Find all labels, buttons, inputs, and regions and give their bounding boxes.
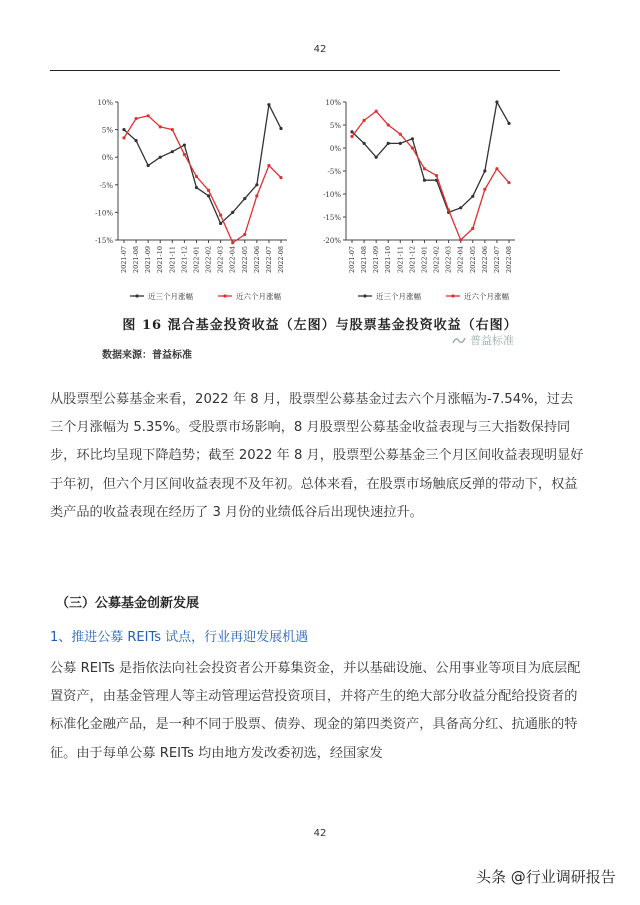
- point-six-month: [122, 136, 125, 139]
- point-three-month: [279, 127, 282, 130]
- point-six-month: [183, 153, 186, 156]
- point-six-month: [471, 227, 474, 230]
- subsection-heading: 1、推进公募 REITs 试点，行业再迎发展机遇: [50, 630, 309, 645]
- point-three-month: [387, 142, 390, 145]
- point-three-month: [471, 195, 474, 198]
- x-tick-label: 2021-08: [132, 246, 141, 274]
- point-three-month: [171, 150, 174, 153]
- point-three-month: [459, 206, 462, 209]
- point-six-month: [171, 128, 174, 131]
- section-heading: （三）公募基金创新发展: [56, 596, 200, 611]
- point-six-month: [147, 114, 150, 117]
- point-three-month: [207, 194, 210, 197]
- point-six-month: [279, 176, 282, 179]
- x-tick-label: 2022-05: [240, 246, 249, 274]
- point-six-month: [507, 181, 510, 184]
- point-six-month: [423, 167, 426, 170]
- mixed-fund-chart: [82, 88, 302, 312]
- y-tick-label: -20%: [323, 237, 341, 245]
- point-six-month: [159, 125, 162, 128]
- point-three-month: [195, 186, 198, 189]
- x-tick-label: 2021-11: [168, 246, 177, 274]
- small-watermark: [452, 332, 514, 348]
- point-six-month: [375, 110, 378, 113]
- point-six-month: [350, 135, 353, 138]
- y-tick-label: -15%: [95, 237, 113, 245]
- brand-logo-icon: [452, 334, 466, 346]
- x-tick-label: 2022-04: [228, 246, 237, 274]
- paragraph-reits: 公募 REITs 是指依法向社会投资者公开募集资金，并以基础设施、公用事业等项目为底层配置资产，由基金管理人等主动管理运营投资项目，并将产生的绝大部分收益分配给投资者的标准化金融产品，是一种不同于股票、债券、现金的第四类资产，具备高分红、抗通胀的特征。由于每单公募 REITs 均由地方发改委初选，经国家发: [50, 661, 581, 761]
- stock-fund-chart-svg: [310, 88, 530, 308]
- y-tick-label: -10%: [95, 209, 113, 218]
- point-three-month: [495, 100, 498, 103]
- x-tick-label: 2022-03: [444, 246, 453, 274]
- point-six-month: [495, 167, 498, 170]
- header-rule: [50, 70, 560, 71]
- point-three-month: [350, 130, 353, 133]
- x-tick-label: 2022-03: [216, 246, 225, 274]
- x-tick-label: 2022-01: [420, 246, 429, 274]
- x-tick-label: 2022-06: [252, 246, 261, 274]
- point-three-month: [122, 128, 125, 131]
- point-three-month: [267, 103, 270, 106]
- point-six-month: [195, 175, 198, 178]
- point-six-month: [387, 123, 390, 126]
- series-line-six-month: [352, 111, 509, 240]
- x-tick-label: 2021-12: [180, 246, 189, 274]
- legend-label: 近三个月涨幅: [148, 292, 193, 301]
- point-six-month: [399, 133, 402, 136]
- figure-caption: 图 16 混合基金投资收益（左图）与股票基金投资收益（右图）: [122, 318, 518, 333]
- x-tick-label: 2022-04: [456, 246, 465, 274]
- legend-label: 近六个月涨幅: [236, 292, 281, 301]
- x-tick-label: 2022-08: [505, 246, 513, 274]
- point-three-month: [231, 211, 234, 214]
- x-tick-label: 2021-10: [156, 246, 165, 274]
- legend-marker: [363, 294, 366, 297]
- legend-label: 近六个月涨幅: [464, 292, 509, 301]
- point-three-month: [147, 164, 150, 167]
- x-tick-label: 2021-09: [144, 246, 153, 274]
- y-tick-label: -10%: [323, 191, 341, 199]
- point-six-month: [362, 119, 365, 122]
- point-six-month: [255, 194, 258, 197]
- x-tick-label: 2021-10: [384, 246, 393, 274]
- point-three-month: [483, 169, 486, 172]
- y-tick-label: -15%: [323, 214, 341, 222]
- legend-marker: [223, 294, 226, 297]
- legend-label: 近三个月涨幅: [376, 292, 421, 301]
- point-three-month: [507, 122, 510, 125]
- y-tick-label: 0%: [101, 154, 113, 163]
- paragraph-stock-funds: 从股票型公募基金来看，2022 年 8 月，股票型公募基金过去六个月涨幅为-7.54%，过去三个月涨幅为 5.35%。受股票市场影响，8 月股票型公募基金收益表现与三大指数保持同步，环比均呈现下降趋势；截至 2022 年 8 月，股票型公募基金三个月区间收益表现明显好于年初，但六个月区间收益表现不及年初。总体来看，在股票市场触底反弹的带动下，权益类产品的收益表现在经历了 3 月份的业绩低谷后出现快速拉升。: [50, 392, 584, 520]
- point-six-month: [411, 146, 414, 149]
- x-tick-label: 2022-07: [264, 246, 273, 274]
- point-six-month: [267, 164, 270, 167]
- legend-marker: [135, 294, 138, 297]
- data-source: 数据来源：普益标准: [102, 350, 192, 361]
- point-six-month: [459, 238, 462, 241]
- x-tick-label: 2021-12: [408, 246, 417, 274]
- point-three-month: [255, 183, 258, 186]
- x-tick-label: 2021-07: [348, 246, 356, 274]
- point-three-month: [362, 142, 365, 145]
- point-three-month: [159, 156, 162, 159]
- y-tick-label: -5%: [99, 181, 113, 190]
- stock-fund-chart: [310, 88, 530, 312]
- point-six-month: [207, 189, 210, 192]
- y-tick-label: 5%: [101, 126, 113, 135]
- point-six-month: [134, 117, 137, 120]
- point-three-month: [375, 156, 378, 159]
- point-three-month: [423, 179, 426, 182]
- x-tick-label: 2021-08: [360, 246, 369, 274]
- x-tick-label: 2022-01: [192, 246, 201, 274]
- x-tick-label: 2022-08: [277, 246, 285, 274]
- y-tick-label: 5%: [329, 122, 341, 130]
- x-tick-label: 2022-06: [480, 246, 489, 274]
- point-six-month: [231, 241, 234, 244]
- point-three-month: [399, 142, 402, 145]
- point-three-month: [183, 143, 186, 146]
- point-three-month: [134, 139, 137, 142]
- page-number-top: 42: [313, 44, 327, 55]
- point-six-month: [219, 214, 222, 217]
- watermark: 头条 @行业调研报告: [476, 868, 616, 886]
- y-tick-label: 0%: [329, 145, 341, 153]
- x-tick-label: 2021-09: [372, 246, 381, 274]
- y-tick-label: 10%: [325, 99, 341, 107]
- x-tick-label: 2021-11: [396, 246, 405, 274]
- point-three-month: [411, 137, 414, 140]
- y-tick-label: -5%: [327, 168, 341, 176]
- point-six-month: [483, 188, 486, 191]
- mixed-fund-chart-svg: [82, 88, 302, 308]
- point-six-month: [435, 174, 438, 177]
- point-three-month: [243, 197, 246, 200]
- x-tick-label: 2022-02: [204, 246, 213, 274]
- x-tick-label: 2021-07: [120, 246, 128, 274]
- x-tick-label: 2022-07: [492, 246, 501, 274]
- small-watermark-text: 普益标准: [470, 334, 514, 347]
- point-six-month: [243, 233, 246, 236]
- y-tick-label: 10%: [97, 99, 113, 107]
- point-six-month: [447, 209, 450, 212]
- page-number-bottom: 42: [313, 828, 327, 839]
- x-tick-label: 2022-05: [468, 246, 477, 274]
- point-three-month: [219, 222, 222, 225]
- x-tick-label: 2022-02: [432, 246, 441, 274]
- legend-marker: [451, 294, 454, 297]
